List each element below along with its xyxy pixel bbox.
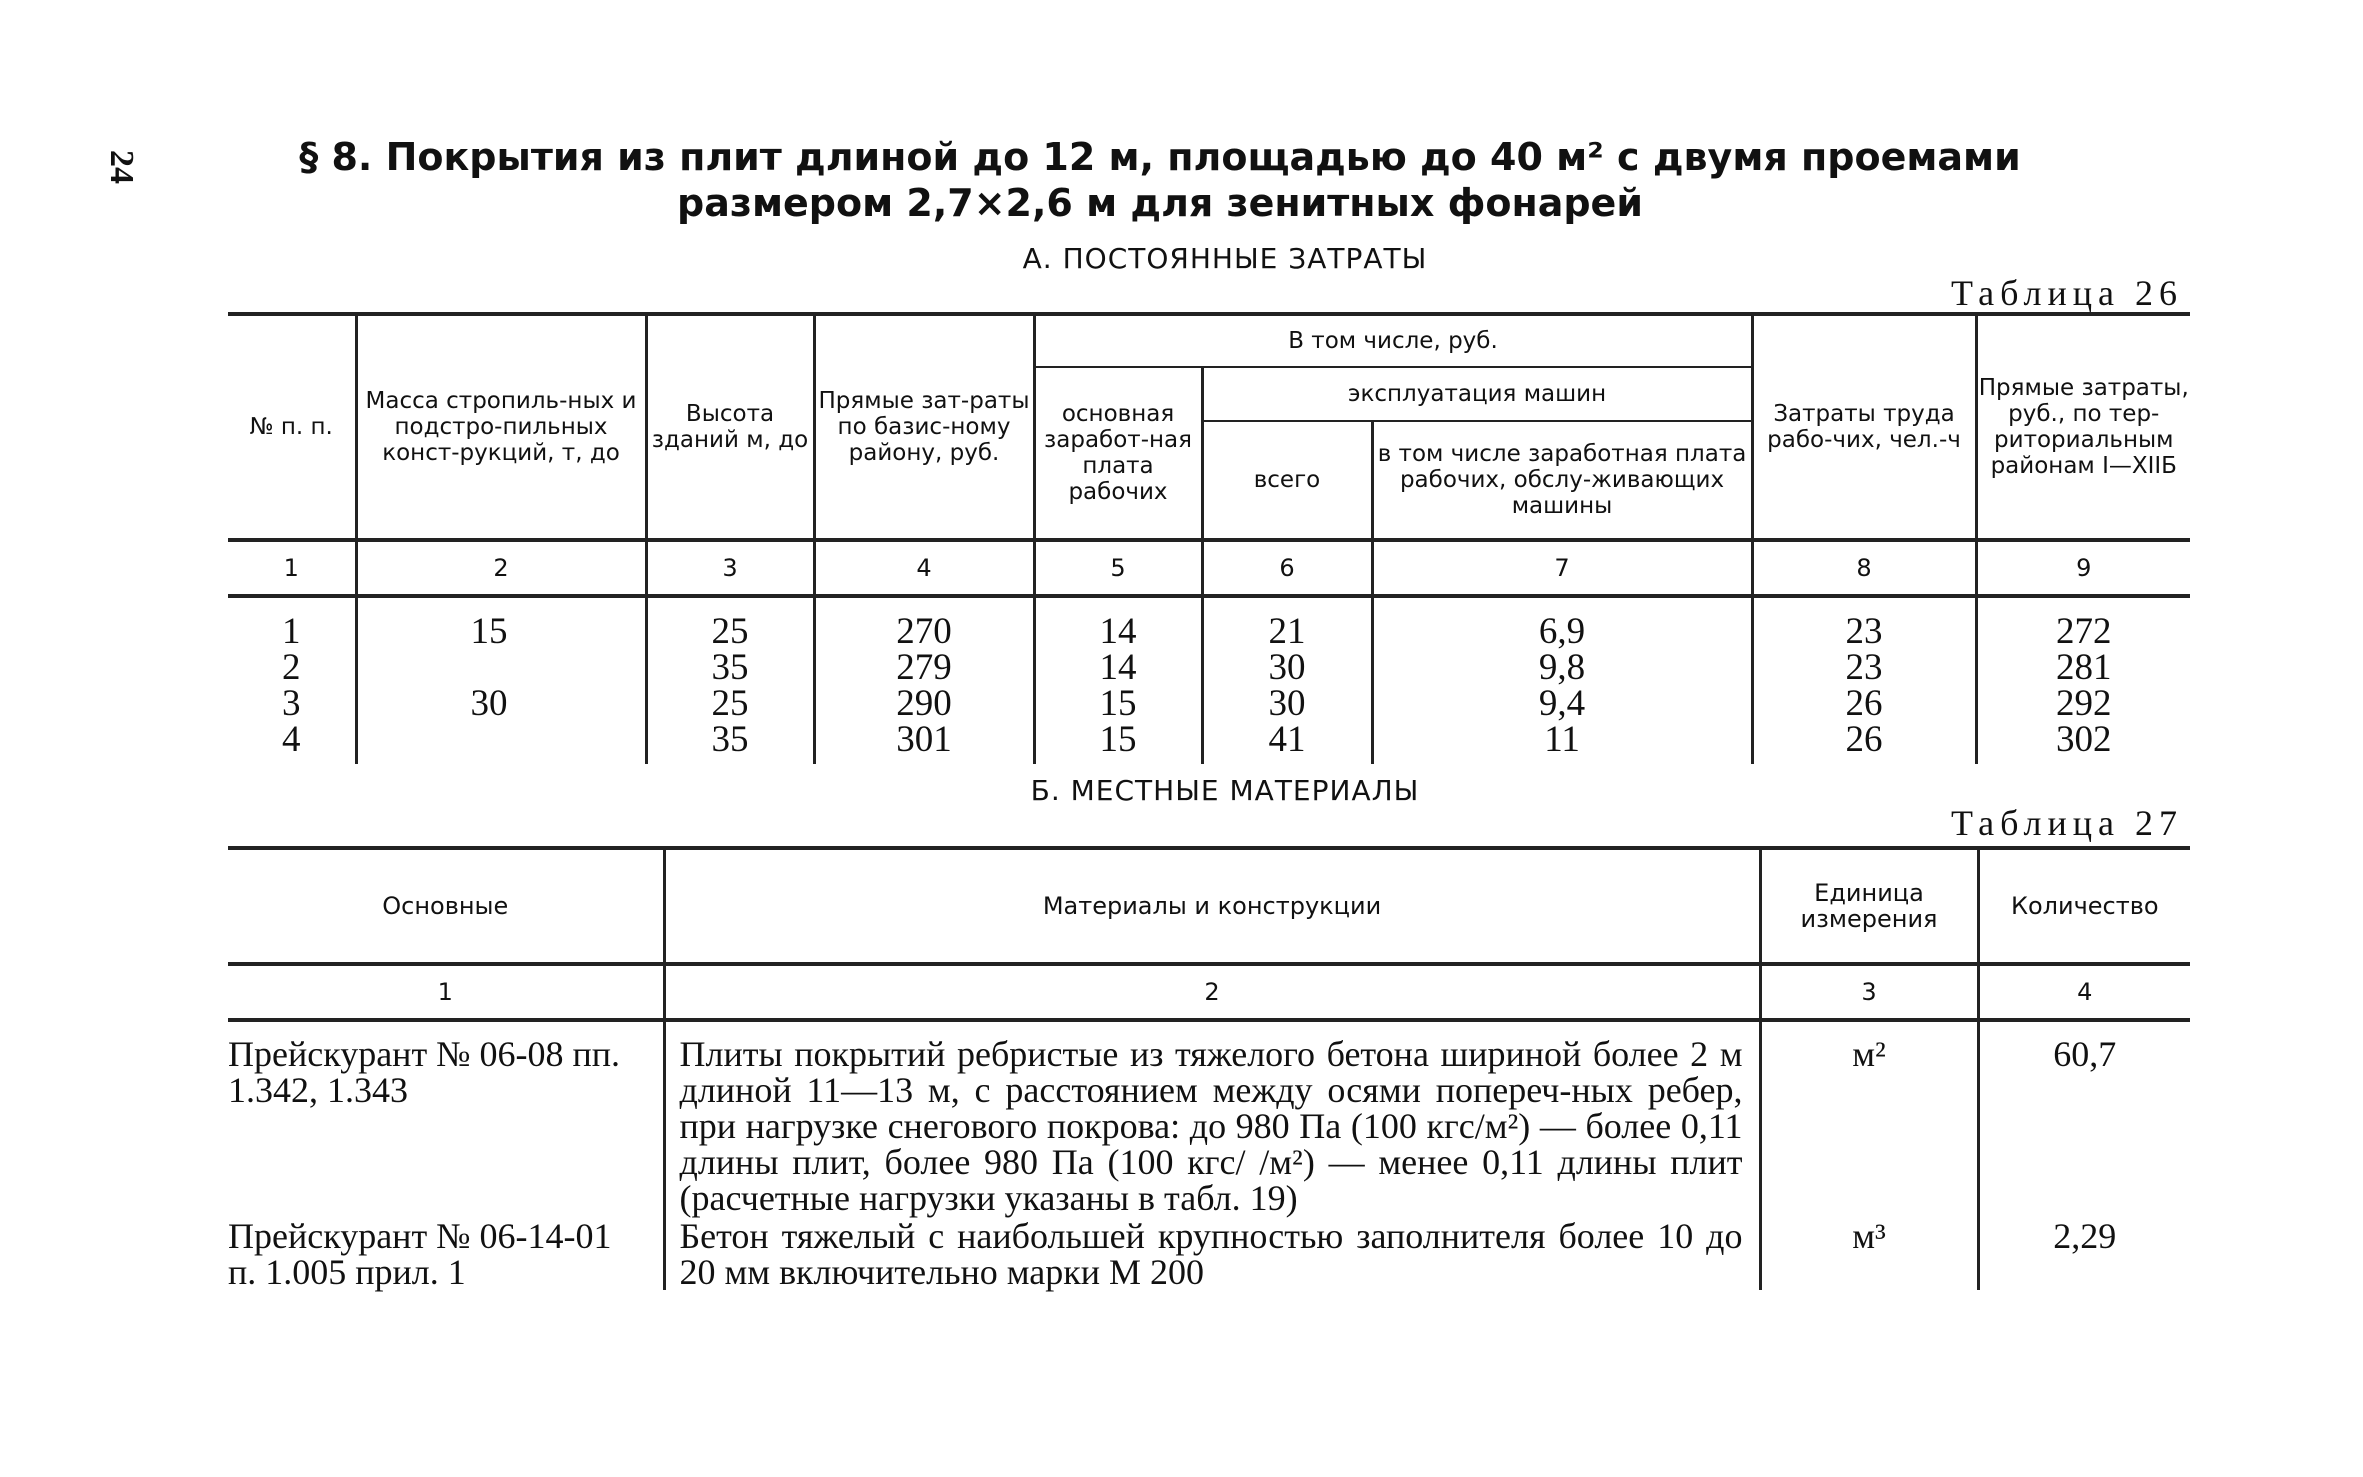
t27-cell-material: Бетон тяжелый с наибольшей крупностью заполнителя более 10 до 20 мм включительно марки М 200 (664, 1216, 1760, 1290)
t27-cell-material: Плиты покрытий ребристые из тяжелого бетона шириной более 2 м длиной 11—13 м, с расстоянием между осями попереч-ных ребер, при нагрузке снегового покрова: до 980 Па (100 кгс/м²) — более 0,11 длины плит, более 980 Па (100 кгс/ /м²) — менее 0,11 длины плит (расчетные нагрузки указаны в табл. 19) (664, 1020, 1760, 1216)
t26-header-mass: Масса стропиль-ных и подстро-пильных конст-рукций, т, до (356, 314, 646, 540)
t26-colnum: 5 (1034, 540, 1202, 596)
t26-colnum: 9 (1976, 540, 2190, 596)
t26-colnum: 6 (1202, 540, 1372, 596)
t26-colnum: 1 (283, 554, 299, 582)
t27-header-materials: Материалы и конструкции (664, 848, 1760, 964)
page-number: 24 (103, 150, 140, 184)
t26-header-machines: эксплуатация машин (1202, 367, 1752, 421)
t27-colnum: 4 (1978, 964, 2190, 1020)
t27-cell-quantity: 2,29 (1978, 1216, 2190, 1290)
t26-header-territorial: Прямые затраты, руб., по тер-риториальным районам I—XIIБ (1976, 314, 2190, 540)
t27-colnum: 3 (1760, 964, 1978, 1020)
t26-cell-labor: 23 23 26 26 (1752, 596, 1976, 764)
t27-colnum: 2 (664, 964, 1760, 1020)
t27-cell-basis: Прейскурант № 06-08 пп. 1.342, 1.343 (228, 1034, 621, 1110)
t26-cell-num: 1 2 3 4 (282, 611, 301, 760)
subsection-a-title: А. ПОСТОЯННЫЕ ЗАТРАТЫ (1022, 242, 1428, 275)
t26-header-direct-cost: Прямые зат-раты по базис-ному району, руб. (814, 314, 1034, 540)
t26-cell-machines-total: 21 30 30 41 (1202, 596, 1372, 764)
t26-cell-height: 25 35 25 35 (646, 596, 814, 764)
t27-cell-quantity: 60,7 (1978, 1020, 2190, 1216)
t26-header-labor: Затраты труда рабо-чих, чел.-ч (1752, 314, 1976, 540)
t26-header-height: Высота зданий м, до (646, 314, 814, 540)
t26-cell-mass: 15 30 (356, 596, 646, 764)
t27-cell-unit: м³ (1760, 1216, 1978, 1290)
table-27 (228, 846, 2190, 1290)
t27-header-basis: Основные (382, 892, 509, 920)
t27-cell-unit: м² (1760, 1020, 1978, 1216)
t27-header-quantity: Количество (1978, 848, 2190, 964)
table27-caption: Таблица 27 (1951, 803, 2183, 843)
t27-cell-basis: Прейскурант № 06-14-01 п. 1.005 прил. 1 (228, 1216, 612, 1292)
t26-colnum: 2 (356, 540, 646, 596)
table-26 (228, 312, 2190, 764)
t26-colnum: 3 (646, 540, 814, 596)
t26-colnum: 4 (814, 540, 1034, 596)
t26-cell-direct-cost: 270 279 290 301 (814, 596, 1034, 764)
t26-header-including: В том числе, руб. (1034, 314, 1752, 367)
t26-colnum: 7 (1372, 540, 1752, 596)
t26-header-num: № п. п. (228, 314, 356, 540)
t27-header-unit: Единица измерения (1760, 848, 1978, 964)
t26-header-machines-total: всего (1202, 421, 1372, 540)
t26-header-machines-wage: в том числе заработная плата рабочих, обслу-живающих машины (1372, 421, 1752, 540)
t26-cell-machines-wage: 6,9 9,8 9,4 11 (1372, 596, 1752, 764)
t27-colnum: 1 (437, 978, 453, 1006)
subsection-b-title: Б. МЕСТНЫЕ МАТЕРИАЛЫ (1030, 774, 1420, 807)
section-heading-line1: § 8. Покрытия из плит длиной до 12 м, площадью до 40 м² с двумя проемами (299, 135, 2021, 179)
table26-caption: Таблица 26 (1951, 273, 2183, 313)
t26-colnum: 8 (1752, 540, 1976, 596)
t26-cell-territorial: 272 281 292 302 (1976, 596, 2190, 764)
table-row (228, 1020, 2190, 1216)
section-heading-line2: размером 2,7×2,6 м для зенитных фонарей (677, 181, 1643, 225)
table-row (228, 1216, 2190, 1290)
t26-cell-base-wage: 14 14 15 15 (1034, 596, 1202, 764)
t26-header-base-wage: основная заработ-ная плата рабочих (1034, 367, 1202, 540)
